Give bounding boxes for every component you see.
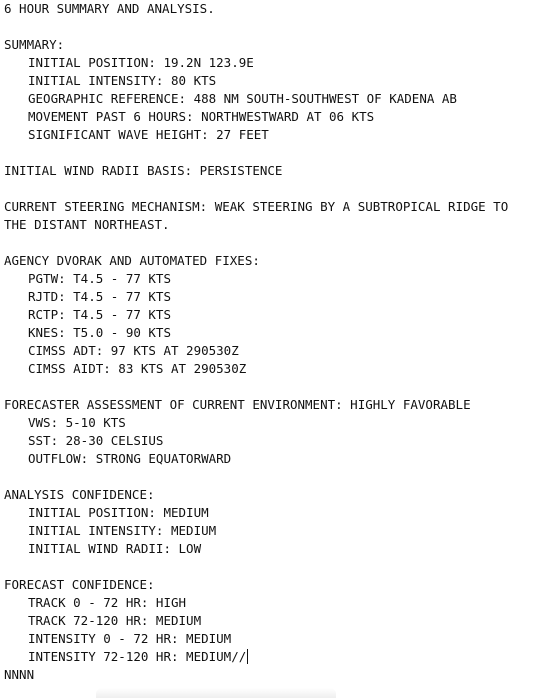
fixes-heading: AGENCY DVORAK AND AUTOMATED FIXES: xyxy=(4,253,260,268)
environment-outflow: OUTFLOW: STRONG EQUATORWARD xyxy=(28,451,232,466)
fix-rctp: RCTP: T4.5 - 77 KTS xyxy=(28,307,171,322)
scroll-fade-shadow xyxy=(96,688,336,698)
summary-heading: SUMMARY: xyxy=(4,37,65,52)
forecast-track-72-120: TRACK 72-120 HR: MEDIUM xyxy=(28,613,202,628)
wind-radii-basis: INITIAL WIND RADII BASIS: PERSISTENCE xyxy=(4,163,283,178)
fix-rjtd: RJTD: T4.5 - 77 KTS xyxy=(28,289,171,304)
environment-vws: VWS: 5-10 KTS xyxy=(28,415,126,430)
summary-initial-position: INITIAL POSITION: 19.2N 123.9E xyxy=(28,55,254,70)
steering-line-1: CURRENT STEERING MECHANISM: WEAK STEERING BY A SUBTROPICAL RIDGE TO xyxy=(4,199,509,214)
fix-cimss-adt: CIMSS ADT: 97 KTS AT 290530Z xyxy=(28,343,239,358)
bulletin-header: 6 HOUR SUMMARY AND ANALYSIS. xyxy=(4,1,215,16)
forecast-confidence-heading: FORECAST CONFIDENCE: xyxy=(4,577,155,592)
analysis-confidence-intensity: INITIAL INTENSITY: MEDIUM xyxy=(28,523,217,538)
fix-knes: KNES: T5.0 - 90 KTS xyxy=(28,325,171,340)
fix-pgtw: PGTW: T4.5 - 77 KTS xyxy=(28,271,171,286)
summary-geographic-reference: GEOGRAPHIC REFERENCE: 488 NM SOUTH-SOUTHWEST OF KADENA AB xyxy=(28,91,457,106)
bulletin-footer: NNNN xyxy=(4,667,35,682)
steering-line-2: THE DISTANT NORTHEAST. xyxy=(4,217,170,232)
analysis-confidence-heading: ANALYSIS CONFIDENCE: xyxy=(4,487,155,502)
environment-heading: FORECASTER ASSESSMENT OF CURRENT ENVIRONMENT: HIGHLY FAVORABLE xyxy=(4,397,471,412)
environment-sst: SST: 28-30 CELSIUS xyxy=(28,433,164,448)
text-cursor xyxy=(247,649,248,664)
forecast-intensity-72-120: INTENSITY 72-120 HR: MEDIUM// xyxy=(28,649,247,664)
summary-movement: MOVEMENT PAST 6 HOURS: NORTHWESTWARD AT 06 KTS xyxy=(28,109,375,124)
fix-cimss-aidt: CIMSS AIDT: 83 KTS AT 290530Z xyxy=(28,361,247,376)
summary-initial-intensity: INITIAL INTENSITY: 80 KTS xyxy=(28,73,217,88)
analysis-confidence-wind-radii: INITIAL WIND RADII: LOW xyxy=(28,541,202,556)
forecast-track-0-72: TRACK 0 - 72 HR: HIGH xyxy=(28,595,187,610)
forecast-intensity-72-120-line xyxy=(28,648,248,666)
forecast-intensity-0-72: INTENSITY 0 - 72 HR: MEDIUM xyxy=(28,631,232,646)
summary-wave-height: SIGNIFICANT WAVE HEIGHT: 27 FEET xyxy=(28,127,269,142)
analysis-confidence-position: INITIAL POSITION: MEDIUM xyxy=(28,505,209,520)
